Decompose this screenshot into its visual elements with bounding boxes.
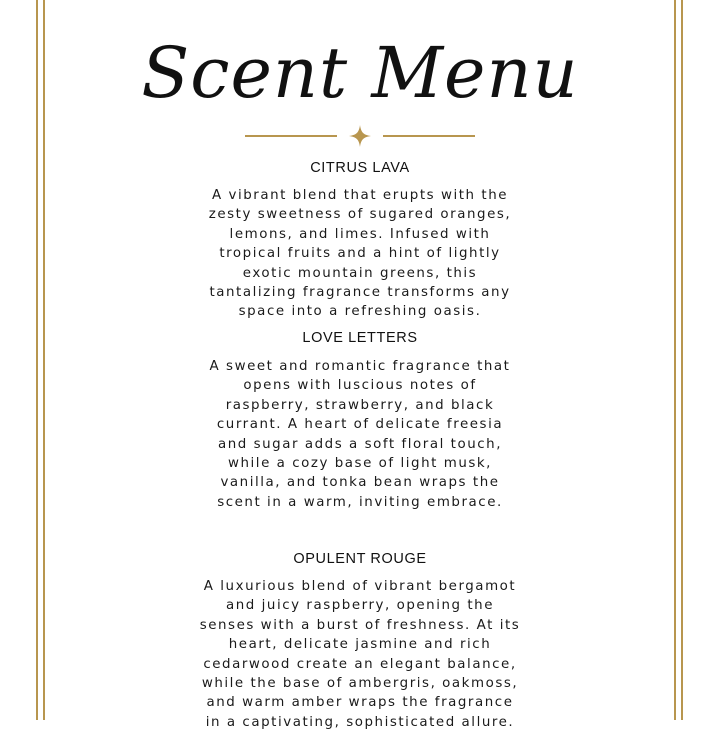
section-heading-citrus-lava: CITRUS LAVA	[310, 160, 410, 176]
sparkle-star-icon	[348, 124, 372, 148]
section-heading-opulent-rouge: OPULENT ROUGE	[293, 551, 427, 567]
divider-rule-right	[383, 135, 475, 137]
section-description-love-letters: A sweet and romantic fragrance that opens with luscious notes of raspberry, strawberry, and black currant. A heart of delicate freesia and sugar adds a soft floral touch, while a cozy base of light musk, vanilla, and tonka bean wraps the scent in a warm, inviting embrace.	[209, 359, 511, 510]
divider-rule-left	[245, 135, 337, 137]
section-description-opulent-rouge: A luxurious blend of vibrant bergamot and juicy raspberry, opening the senses with a burst of freshness. At its heart, delicate jasmine and rich cedarwood create an elegant balance, while the base of ambergris, oakmoss, and warm amber wraps the fragrance in a captivating, sophisticated allure.	[199, 579, 521, 730]
title-divider	[245, 124, 475, 148]
section-description-citrus-lava: A vibrant blend that erupts with the zesty sweetness of sugared oranges, lemons, and limes. Infused with tropical fruits and a hint of lightly exotic mountain greens, this tantalizing fragrance transforms any space into a refreshing oasis.	[208, 188, 512, 320]
section-heading-love-letters: LOVE LETTERS	[302, 330, 418, 346]
menu-title: Scent Menu	[141, 32, 579, 114]
